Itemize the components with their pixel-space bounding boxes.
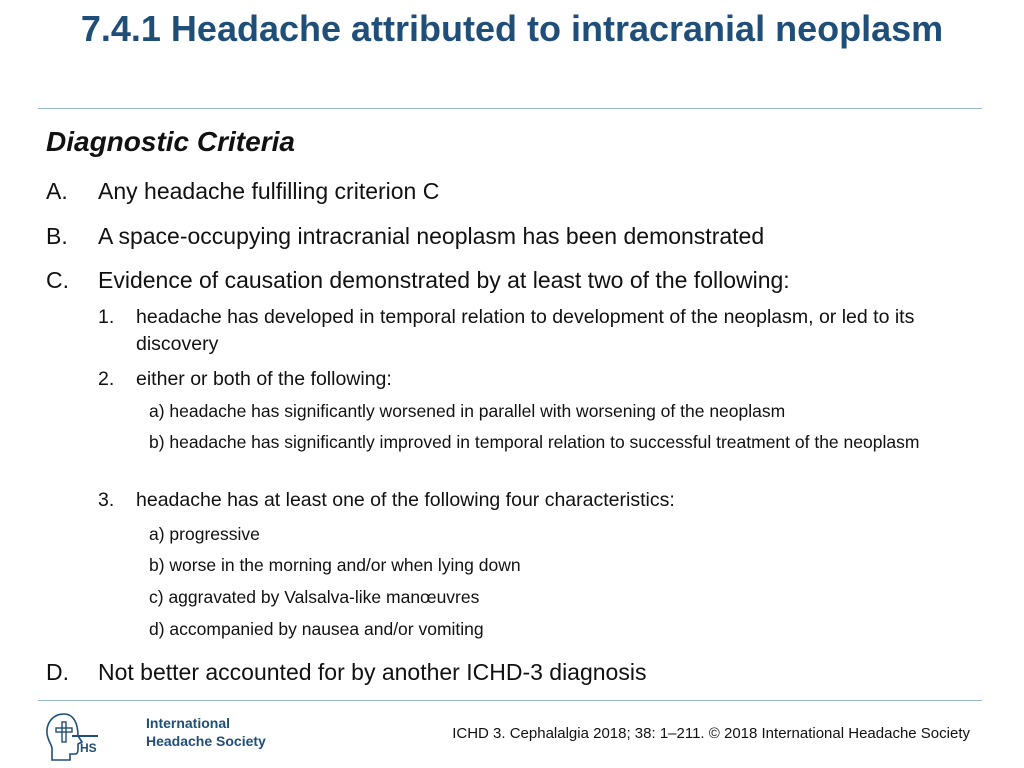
criterion-text: A space-occupying intracranial neoplasm has been demonstrated <box>98 223 765 249</box>
criterion-text: Any headache fulfilling criterion C <box>98 178 440 204</box>
subcriterion-label: 2. <box>98 368 115 390</box>
page-title: 7.4.1 Headache attributed to intracranial neoplasm <box>80 8 944 49</box>
criterion-c2b: b) headache has significantly improved in temporal relation to successful treatment of the neoplasm <box>149 432 920 452</box>
subcriterion-text: headache has developed in temporal relation to development of the neoplasm, or led to its discovery <box>136 306 915 355</box>
criterion-c3d: d) accompanied by nausea and/or vomiting <box>149 619 484 639</box>
criterion-c3c: c) aggravated by Valsalva-like manœuvres <box>149 587 480 607</box>
subcriterion-label: 3. <box>98 489 115 511</box>
subcriterion-text: headache has at least one of the following four characteristics: <box>136 489 675 511</box>
criterion-c3b: b) worse in the morning and/or when lying down <box>149 555 521 575</box>
criterion-c3 <box>98 487 978 514</box>
section-heading: Diagnostic Criteria <box>46 126 295 157</box>
logo-text-line1: International <box>146 715 231 731</box>
criterion-c2a: a) headache has significantly worsened in parallel with worsening of the neoplasm <box>149 401 786 421</box>
subcriterion-label: 1. <box>98 306 115 328</box>
logo-text-line2: Headache Society <box>146 733 266 749</box>
criterion-label: B. <box>46 223 68 249</box>
criterion-label: C. <box>46 267 69 293</box>
criterion-c2 <box>98 366 978 393</box>
title-divider <box>38 108 982 109</box>
footer-divider <box>38 700 982 701</box>
criterion-label: A. <box>46 178 68 204</box>
footer-citation: ICHD 3. Cephalalgia 2018; 38: 1–211. © 2018 International Headache Society <box>452 725 970 742</box>
subcriterion-text: either or both of the following: <box>136 368 392 390</box>
criterion-c1 <box>98 304 978 358</box>
ihs-logo <box>42 708 266 764</box>
criterion-c3a: a) progressive <box>149 524 260 544</box>
criterion-text: Not better accounted for by another ICHD-3 diagnosis <box>98 659 647 685</box>
ihs-head-logo-icon <box>42 708 102 764</box>
criterion-text: Evidence of causation demonstrated by at least two of the following: <box>98 267 790 293</box>
criterion-label: D. <box>46 659 69 685</box>
svg-text:HS: HS <box>80 741 97 755</box>
